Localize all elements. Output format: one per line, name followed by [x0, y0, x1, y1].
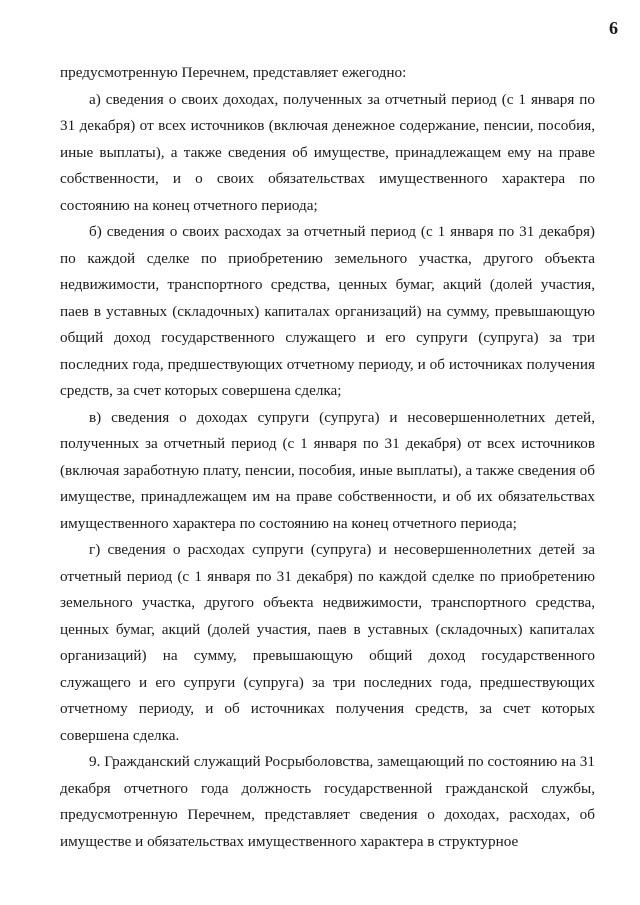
paragraph-b: б) сведения о своих расходах за отчетный период (с 1 января по 31 декабря) по каждой сделке по приобретению земельного участка, другого объекта недвижимости, транспортного средства, ценных бумаг, акций (долей участия, паев в уставных (складочных) капиталах организаций) на сумму, превышающую общий доход государственного служащего и его супруги (супруга) за три последних года, предшествующих отчетному периоду, и об источниках получения средств, за счет которых совершена сделка;: [60, 223, 595, 399]
paragraph-a: а) сведения о своих доходах, полученных за отчетный период (с 1 января по 31 декабря) от всех источников (включая денежное содержание, пенсии, пособия, иные выплаты), а также сведения об имуществе, принадлежащем ему на праве собственности, и о своих обязательствах имущественного характера по состоянию на конец отчетного периода;: [60, 90, 595, 214]
paragraph-9: 9. Гражданский служащий Росрыболовства, замещающий по состоянию на 31 декабря отчетного года должность государственной гражданской службы, предусмотренную Перечнем, представляет сведения о доходах, расходах, об имуществе и обязательствах имущественного характера в структурное: [60, 753, 595, 850]
paragraph-v: в) сведения о доходах супруги (супруга) и несовершеннолетних детей, полученных за отчетный период (с 1 января по 31 декабря) от всех источников (включая заработную плату, пенсии, пособия, иные выплаты), а также сведения об имуществе, принадлежащем им на праве собственности, и об их обязательствах имущественного характера по состоянию на конец отчетного периода;: [60, 408, 595, 532]
paragraph-intro: предусмотренную Перечнем, представляет ежегодно:: [60, 64, 407, 81]
paragraph-g: г) сведения о расходах супруги (супруга) и несовершеннолетних детей за отчетный период (с 1 января по 31 декабря) по каждой сделке по приобретению земельного участка, другого объекта недвижимости, транспортного средства, ценных бумаг, акций (долей участия, паев в уставных (складочных) капиталах организаций) на сумму, превышающую общий доход государственного служащего и его супруги (супруга) за три последних года, предшествующих отчетному периоду, и об источниках получения средств, за счет которых совершена сделка.: [60, 541, 595, 744]
document-body: [60, 60, 595, 855]
page-number: 6: [609, 18, 618, 38]
